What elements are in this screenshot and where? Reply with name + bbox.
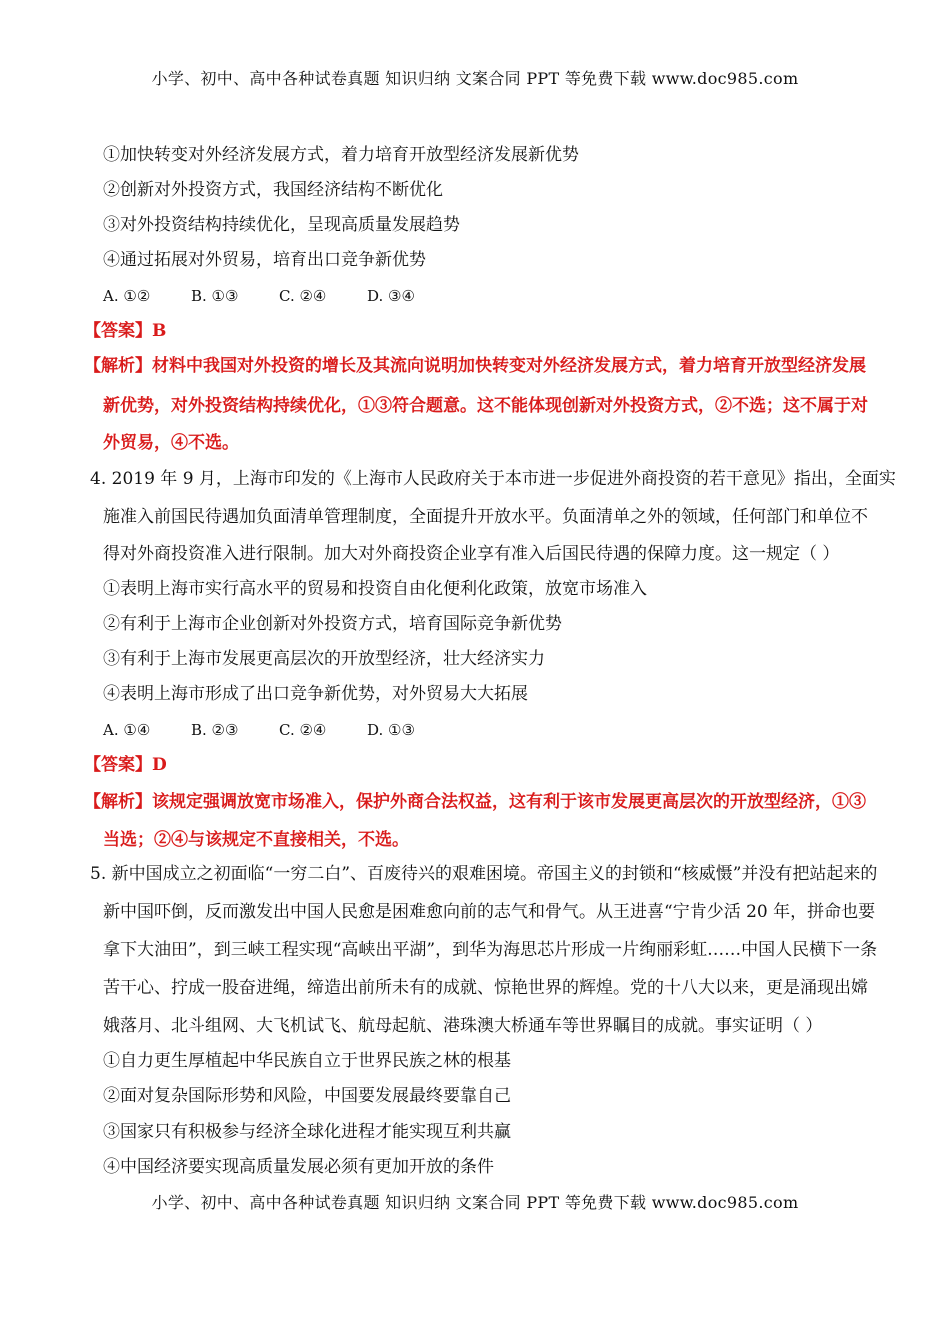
q3-option-2: ②创新对外投资方式，我国经济结构不断优化 [103, 180, 443, 200]
q3-analysis-line-3: 外贸易，④不选。 [103, 433, 239, 453]
q4-choice-b: B. ②③ [191, 721, 239, 739]
q4-option-1: ①表明上海市实行高水平的贸易和投资自由化便利化政策，放宽市场准入 [103, 579, 647, 599]
page-header: 小学、初中、高中各种试卷真题 知识归纳 文案合同 PPT 等免费下载 www.doc985.com [151, 69, 799, 88]
q4-choice-a: A. ①④ [103, 721, 151, 739]
q3-analysis-line-2: 新优势，对外投资结构持续优化，①③符合题意。这不能体现创新对外投资方式，②不选；这不属于对 [103, 396, 868, 416]
q3-choices [103, 284, 873, 308]
q4-option-3: ③有利于上海市发展更高层次的开放型经济，壮大经济实力 [103, 649, 545, 669]
q4-answer: 【答案】D [84, 755, 167, 775]
q3-option-1: ①加快转变对外经济发展方式，着力培育开放型经济发展新优势 [103, 145, 579, 165]
q4-option-2: ②有利于上海市企业创新对外投资方式，培育国际竞争新优势 [103, 614, 562, 634]
q3-choice-d: D. ③④ [367, 287, 415, 305]
q5-option-4: ④中国经济要实现高质量发展必须有更加开放的条件 [103, 1157, 494, 1177]
q4-choices [103, 718, 873, 742]
q5-option-3: ③国家只有积极参与经济全球化进程才能实现互利共赢 [103, 1122, 511, 1142]
q4-analysis-line-2: 当选；②④与该规定不直接相关，不选。 [103, 830, 409, 850]
q3-choice-c: C. ②④ [279, 287, 327, 305]
q5-stem-line-1: 5. 新中国成立之初面临“一穷二白”、百废待兴的艰难困境。帝国主义的封锁和“核威慑”并没有把站起来的 [90, 864, 878, 884]
q5-option-2: ②面对复杂国际形势和风险，中国要发展最终要靠自己 [103, 1086, 511, 1106]
q3-choice-b: B. ①③ [191, 287, 239, 305]
q5-stem-line-3: 拿下大油田”，到三峡工程实现“高峡出平湖”，到华为海思芯片形成一片绚丽彩虹……中国人民横下一条 [103, 940, 878, 960]
q3-answer: 【答案】B [84, 321, 167, 341]
q5-stem-line-5: 娥落月、北斗组网、大飞机试飞、航母起航、港珠澳大桥通车等世界瞩目的成就。事实证明（ ） [103, 1016, 823, 1036]
q5-stem-line-2: 新中国吓倒，反而激发出中国人民愈是困难愈向前的志气和骨气。从王进喜“宁肯少活 20 年，拼命也要 [103, 902, 876, 922]
q4-option-4: ④表明上海市形成了出口竞争新优势，对外贸易大大拓展 [103, 684, 528, 704]
q4-analysis-line-1: 【解析】该规定强调放宽市场准入，保护外商合法权益，这有利于该市发展更高层次的开放型经济，①③ [84, 792, 866, 812]
q3-option-3: ③对外投资结构持续优化，呈现高质量发展趋势 [103, 215, 460, 235]
q5-stem-line-4: 苦干心、拧成一股奋进绳，缔造出前所未有的成就、惊艳世界的辉煌。党的十八大以来，更是涌现出嫦 [103, 978, 868, 998]
q3-analysis-line-1: 【解析】材料中我国对外投资的增长及其流向说明加快转变对外经济发展方式，着力培育开放型经济发展 [84, 356, 866, 376]
q4-stem-line-2: 施准入前国民待遇加负面清单管理制度，全面提升开放水平。负面清单之外的领域，任何部门和单位不 [103, 507, 868, 527]
q4-stem-line-3: 得对外商投资准入进行限制。加大对外商投资企业享有准入后国民待遇的保障力度。这一规定（ ） [103, 544, 840, 564]
q5-option-1: ①自力更生厚植起中华民族自立于世界民族之林的根基 [103, 1051, 511, 1071]
q4-stem-line-1: 4. 2019 年 9 月，上海市印发的《上海市人民政府关于本市进一步促进外商投资的若干意见》指出，全面实 [90, 469, 896, 489]
q4-choice-c: C. ②④ [279, 721, 327, 739]
q4-choice-d: D. ①③ [367, 721, 415, 739]
q3-option-4: ④通过拓展对外贸易，培育出口竞争新优势 [103, 250, 426, 270]
q3-choice-a: A. ①② [103, 287, 151, 305]
page-footer: 小学、初中、高中各种试卷真题 知识归纳 文案合同 PPT 等免费下载 www.doc985.com [151, 1193, 799, 1212]
